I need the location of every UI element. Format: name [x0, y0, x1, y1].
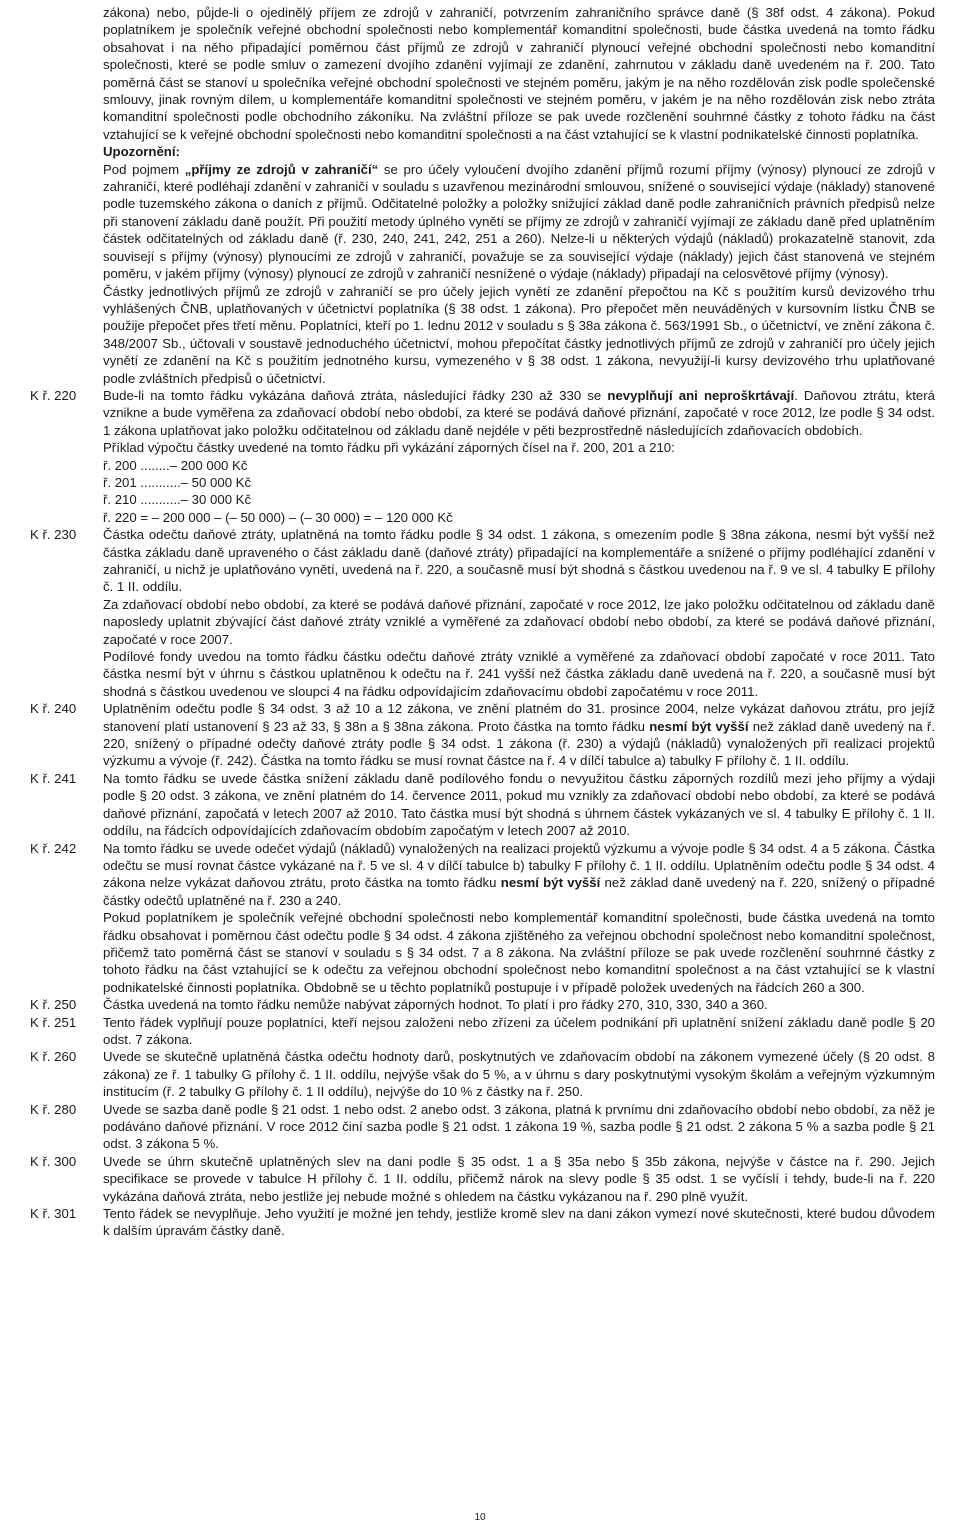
row-label-251: K ř. 251: [30, 1014, 77, 1030]
intro-paragraph: zákona) nebo, půjde-li o ojedinělý příjem ze zdrojů v zahraničí, potvrzením zahraničního správce daně (§ 38f odst. 4 zákona). Pokud poplatníkem je společník veřejné obchodní společnosti nebo komplementář komanditní společnosti, bude částka uvedená na tomto řádku obsahovat i na něho připadající poměrnou část příjmů ze zdrojů v zahraničí plynoucí veřejné obchodní společnosti nebo komanditní společnosti, které se podle smluv o zamezení dvojího zdanění vyjímají ze zdanění, zahrnutou v základu daně uvedeném na ř. 200. Tato poměrná část se stanoví u společníka veřejné obchodní společnosti ve stejném poměru, jakým je na něho rozdělován zisk podle společenské smlouvy, jinak rovným dílem, u komplementáře komanditní společnosti ve stejném poměru, v jakém je na něho rozdělován zisk nebo ztráta komanditní společnosti podle obchodního zákoníku. Na zvláštní příloze se pak uvede rozčlenění souhrnné částky z tohoto řádku na část vztahující se k veřejné obchodní společnosti nebo komanditní společnosti a na část vztahující se k vlastní podnikatelské činnosti poplatníka.: [103, 5, 935, 142]
row-label-230: K ř. 230: [30, 527, 77, 543]
r220-example-intro: Příklad výpočtu částky uvedené na tomto řádku při vykázání záporných čísel na ř. 200, 201 a 210:: [103, 440, 675, 456]
currency-conversion-paragraph: Částky jednotlivých příjmů ze zdrojů v zahraničí se pro účely jejich vynětí ze zdanění přepočtou na Kč s použitím kursů devizového trhu vyhlášených ČNB, uplatňovaných v účetnictví poplatníka (§ 38 odst. 1 zákona). Pro přepočet měn neuváděných v kursovním lístku ČNB se použije přepočet přes třetí měnu. Poplatníci, kteří po 1. lednu 2012 v souladu s § 38a zákona č. 563/1991 Sb., o účetnictví, ve znění zákona č. 348/2007 Sb., účtovali v soustavě jednoduchého účetnictví, mohou přepočítat částky jednotlivých příjmů ze zdrojů v zahraničí pro účely jejich vynětí ze zdanění na Kč s použitím jednotného kursu, vymezeného v § 38 odst. 1 zákona, nevyužijí-li kursy devizového trhu uplatňované podle zvláštních předpisů o účetnictví.: [103, 283, 935, 386]
row-label-280: K ř. 280: [30, 1101, 77, 1117]
row-label-260: K ř. 260: [30, 1049, 77, 1065]
section-r280: [30, 1101, 935, 1153]
r250-paragraph: Částka uvedená na tomto řádku nemůže nabývat záporných hodnot. To platí i pro řádky 270, 310, 330, 340 a 360.: [103, 997, 768, 1013]
r300-paragraph: Uvede se úhrn skutečně uplatněných slev na dani podle § 35 odst. 1 a § 35a nebo § 35b zákona, nejvýše v částce na ř. 290. Jejich specifikace se provede v tabulce H přílohy č. 1 II. oddílu, přičemž nárok na slevy podle § 35 odst. 1 se vyčíslí i tehdy, bude-li na ř. 220 vykázána daňová ztráta, nebo jestliže jej nebude možné s ohledem na částku vykázanou na ř. 290 plně využít.: [103, 1153, 935, 1204]
section-r220: [30, 387, 935, 526]
r230-paragraph: Za zdaňovací období nebo období, za které se podává daňové přiznání, započaté v roce 2012, lze jako položku odčitatelnou od základu daně naposledy uplatnit zbývající část daňové ztráty vzniklé a vyměřené za zdaňovací období nebo období, za které se podává daňové přiznání, započaté v roce 2007.: [103, 596, 935, 647]
section-r260: [30, 1048, 935, 1100]
row-label-240: K ř. 240: [30, 701, 77, 717]
r242-paragraph: Pokud poplatníkem je společník veřejné obchodní společnosti nebo komplementář komanditní společnosti, bude částka uvedená na tomto řádku obsahovat i poměrnou část odečtu podle § 34 odst. 4 zákona zjištěného za veřejnou obchodní společnost nebo komanditní společnost, přičemž tato poměrná část se stanoví v souladu s § 34 odst. 7 a 8 zákona. Na zvláštní příloze se pak uvede rozčlenění souhrnné částky z tohoto řádku na část vztahující se k odečtu za veřejnou obchodní společnost nebo komanditní společnost a na část vztahující se k vlastní podnikatelské činnosti poplatníka. Obdobně se u těchto poplatníků postupuje i v případě položek uvedených na řádcích 260 a 300.: [103, 910, 935, 995]
section-r240: [30, 700, 935, 770]
r230-paragraph: Podílové fondy uvedou na tomto řádku částku odečtu daňové ztráty vzniklé a vyměřené za zdaňovací období započaté v roce 2011. Tato částka nesmí být v úhrnu s částkou uplatněnou k odečtu na ř. 241 vyšší než částka základu daně uvedená na ř. 220, a současně musí být shodná s částkou uvedenou ve sloupci 4 na řádku odpovídajícím zdaňovacímu období započatému v roce 2011.: [103, 649, 935, 699]
page-number: 10: [474, 1512, 486, 1523]
row-label-241: K ř. 241: [30, 770, 77, 786]
r220-example-line: ř. 200 ........– 200 000 Kč: [103, 457, 248, 473]
section-r301: [30, 1205, 935, 1240]
r220-example-result: ř. 220 = – 200 000 – (– 50 000) – (– 30 000) = – 120 000 Kč: [103, 509, 453, 525]
row-label-242: K ř. 242: [30, 840, 77, 856]
section-r241: [30, 770, 935, 840]
r220-paragraph: Bude-li na tomto řádku vykázána daňová ztráta, následující řádky 230 až 330 se nevyplňují ani neproškrtávají. Daňovou ztrátu, která vznikne a bude vyměřena za zdaňovací období nebo období, za které se podává daňové přiznání, započaté v roce 2012, lze podle § 34 odst. 1 zákona uplatňovat jako položku odčitatelnou od základu daně nejdéle v pěti bezprostředně následujících zdaňovacích obdobích.: [103, 387, 935, 438]
row-label-250: K ř. 250: [30, 997, 77, 1013]
r241-paragraph: Na tomto řádku se uvede částka snížení základu daně podílového fondu o nevyužitou částku záporných rozdílů mezi jeho příjmy a výdaji podle § 20 odst. 3 zákona, ve znění platném do 14. července 2011, pokud mu vznikly za zdaňovací období nebo období, za které se podává daňové přiznání, započatá v letech 2007 až 2010. Tato částka musí být shodná s úhrnem částek vykázaných ve sl. 4 tabulky E přílohy č. 1 II. oddílu, na řádcích odpovídajících zdaňovacím obdobím započatým v letech 2007 až 2010.: [103, 770, 935, 839]
section-r251: [30, 1014, 935, 1049]
r260-paragraph: Uvede se skutečně uplatněná částka odečtu hodnoty darů, poskytnutých ve zdaňovacím období na zákonem vymezené účely (§ 20 odst. 8 zákona) ze ř. 1 tabulky G přílohy č. 1 II. oddílu, nejvýše však do 5 %, a v úhrnu s dary poskytnutými vysokým školám a veřejným výzkumným institucím (ř. 2 tabulky G přílohy č. 1 II oddílu), nejvýše do 10 % z částky na ř. 250.: [103, 1049, 935, 1100]
section-r242: [30, 840, 935, 997]
r280-paragraph: Uvede se sazba daně podle § 21 odst. 1 nebo odst. 2 anebo odst. 3 zákona, platná k prvnímu dni zdaňovacího období nebo období, za něž je podáváno daňové přiznání. V roce 2012 činí sazba podle § 21 odst. 1 zákona 19 %, sazba podle § 21 odst. 2 zákona 5 % a sazba podle § 21 odst. 3 zákona 5 %.: [103, 1101, 935, 1152]
section-r250: [30, 996, 935, 1013]
r251-paragraph: Tento řádek vyplňují pouze poplatníci, kteří nejsou založeni nebo zřízeni za účelem podnikání při uplatnění snížení základu daně podle § 20 odst. 7 zákona.: [103, 1014, 935, 1047]
row-label-300: K ř. 300: [30, 1153, 77, 1169]
r220-example-line: ř. 201 ...........– 50 000 Kč: [103, 474, 252, 490]
r240-paragraph: Uplatněním odečtu podle § 34 odst. 3 až 10 a 12 zákona, ve znění platném do 31. prosince 2004, nelze vykázat daňovou ztrátu, pro jejíž stanovení platí ustanovení § 23 až 33, § 38n a § 38na zákona. Proto částka na tomto řádku nesmí být vyšší než základ daně uvedený na ř. 220, snížený o případné odečty daňové ztráty podle § 34 odst. 1 zákona (ř. 230) a výdajů (nákladů) vynaložených při realizaci projektů výzkumu a vývoje (ř. 242). Částka na tomto řádku se musí rovnat částce na ř. 4 v dílčí tabulce a) tabulky F přílohy č. 1 II. oddílu.: [103, 701, 935, 769]
r220-example-line: ř. 210 ...........– 30 000 Kč: [103, 492, 252, 508]
r301-paragraph: Tento řádek se nevyplňuje. Jeho využití je možné jen tehdy, jestliže kromě slev na dani zákon vymezí nové skutečnosti, které budou důvodem k dalším úpravám částky daně.: [103, 1206, 935, 1239]
row-label-220: K ř. 220: [30, 387, 77, 403]
section-r230: [30, 526, 935, 700]
row-label-301: K ř. 301: [30, 1206, 77, 1222]
intro-section: [30, 4, 935, 387]
r242-paragraph: Na tomto řádku se uvede odečet výdajů (nákladů) vynaložených na realizaci projektů výzkumu a vývoje podle § 34 odst. 4 a 5 zákona. Částka odečtu se musí rovnat částce vykázané na ř. 5 ve sl. 4 v dílčí tabulce b) tabulky F přílohy č. 1 II. oddílu. Uplatněním odečtu podle § 34 odst. 4 zákona nelze vykázat daňovou ztrátu, proto částka na tomto řádku nesmí být vyšší než základ daně uvedený na ř. 220, snížený o případné částky odečtů uplatněné na ř. 230 a 240.: [103, 840, 936, 908]
foreign-income-paragraph: Pod pojmem „příjmy ze zdrojů v zahraničí“ se pro účely vyloučení dvojího zdanění příjmů rozumí příjmy (výnosy) plynoucí ze zdrojů v zahraničí, které podléhají zdanění v zahraničí v souladu s uzavřenou mezinárodní smlouvou, snížené o související výdaje (náklady) stanovené podle tuzemského zákona o daních z příjmů. Odčitatelné položky a položky snižující základ daně podle zahraničních právních předpisů nelze při stanovení základu daně použít. Při použití metody úplného vynětí se příjmy ze zdrojů v zahraničí vyjímají ze základu daně před uplatněním částek odčitatelných od základu daně (ř. 230, 240, 241, 242, 251 a 260). Nelze-li u některých výdajů (nákladů) prokazatelně stanovit, zda souvisejí s příjmy (výnosy) plynoucími ze zdrojů v zahraničí, považuje se za související výdaje (náklady) jejich část stanovená ve stejném poměru, v jakém příjmy (výnosy) plynoucí ze zdrojů v zahraničí nesnížené o výdaje (náklady) připadají na celosvětové příjmy (výnosy).: [103, 161, 936, 282]
section-r300: [30, 1153, 935, 1205]
document-page: [30, 4, 935, 1240]
r230-paragraph: Částka odečtu daňové ztráty, uplatněná na tomto řádku podle § 34 odst. 1 zákona, s omezením podle § 38na zákona, nesmí být vyšší než částka základu daně upraveného o část základu daně (daňové ztráty) připadající na komplementáře a snížené o příjmy podléhající zdanění v zahraničí, u nichž je uplatňováno vynětí, uvedená na ř. 220, a současně musí být shodná s částkou uvedenou na ř. 9 ve sl. 4 tabulky E přílohy č. 1 II. oddílu.: [103, 527, 935, 595]
warning-heading: Upozornění:: [103, 144, 180, 160]
